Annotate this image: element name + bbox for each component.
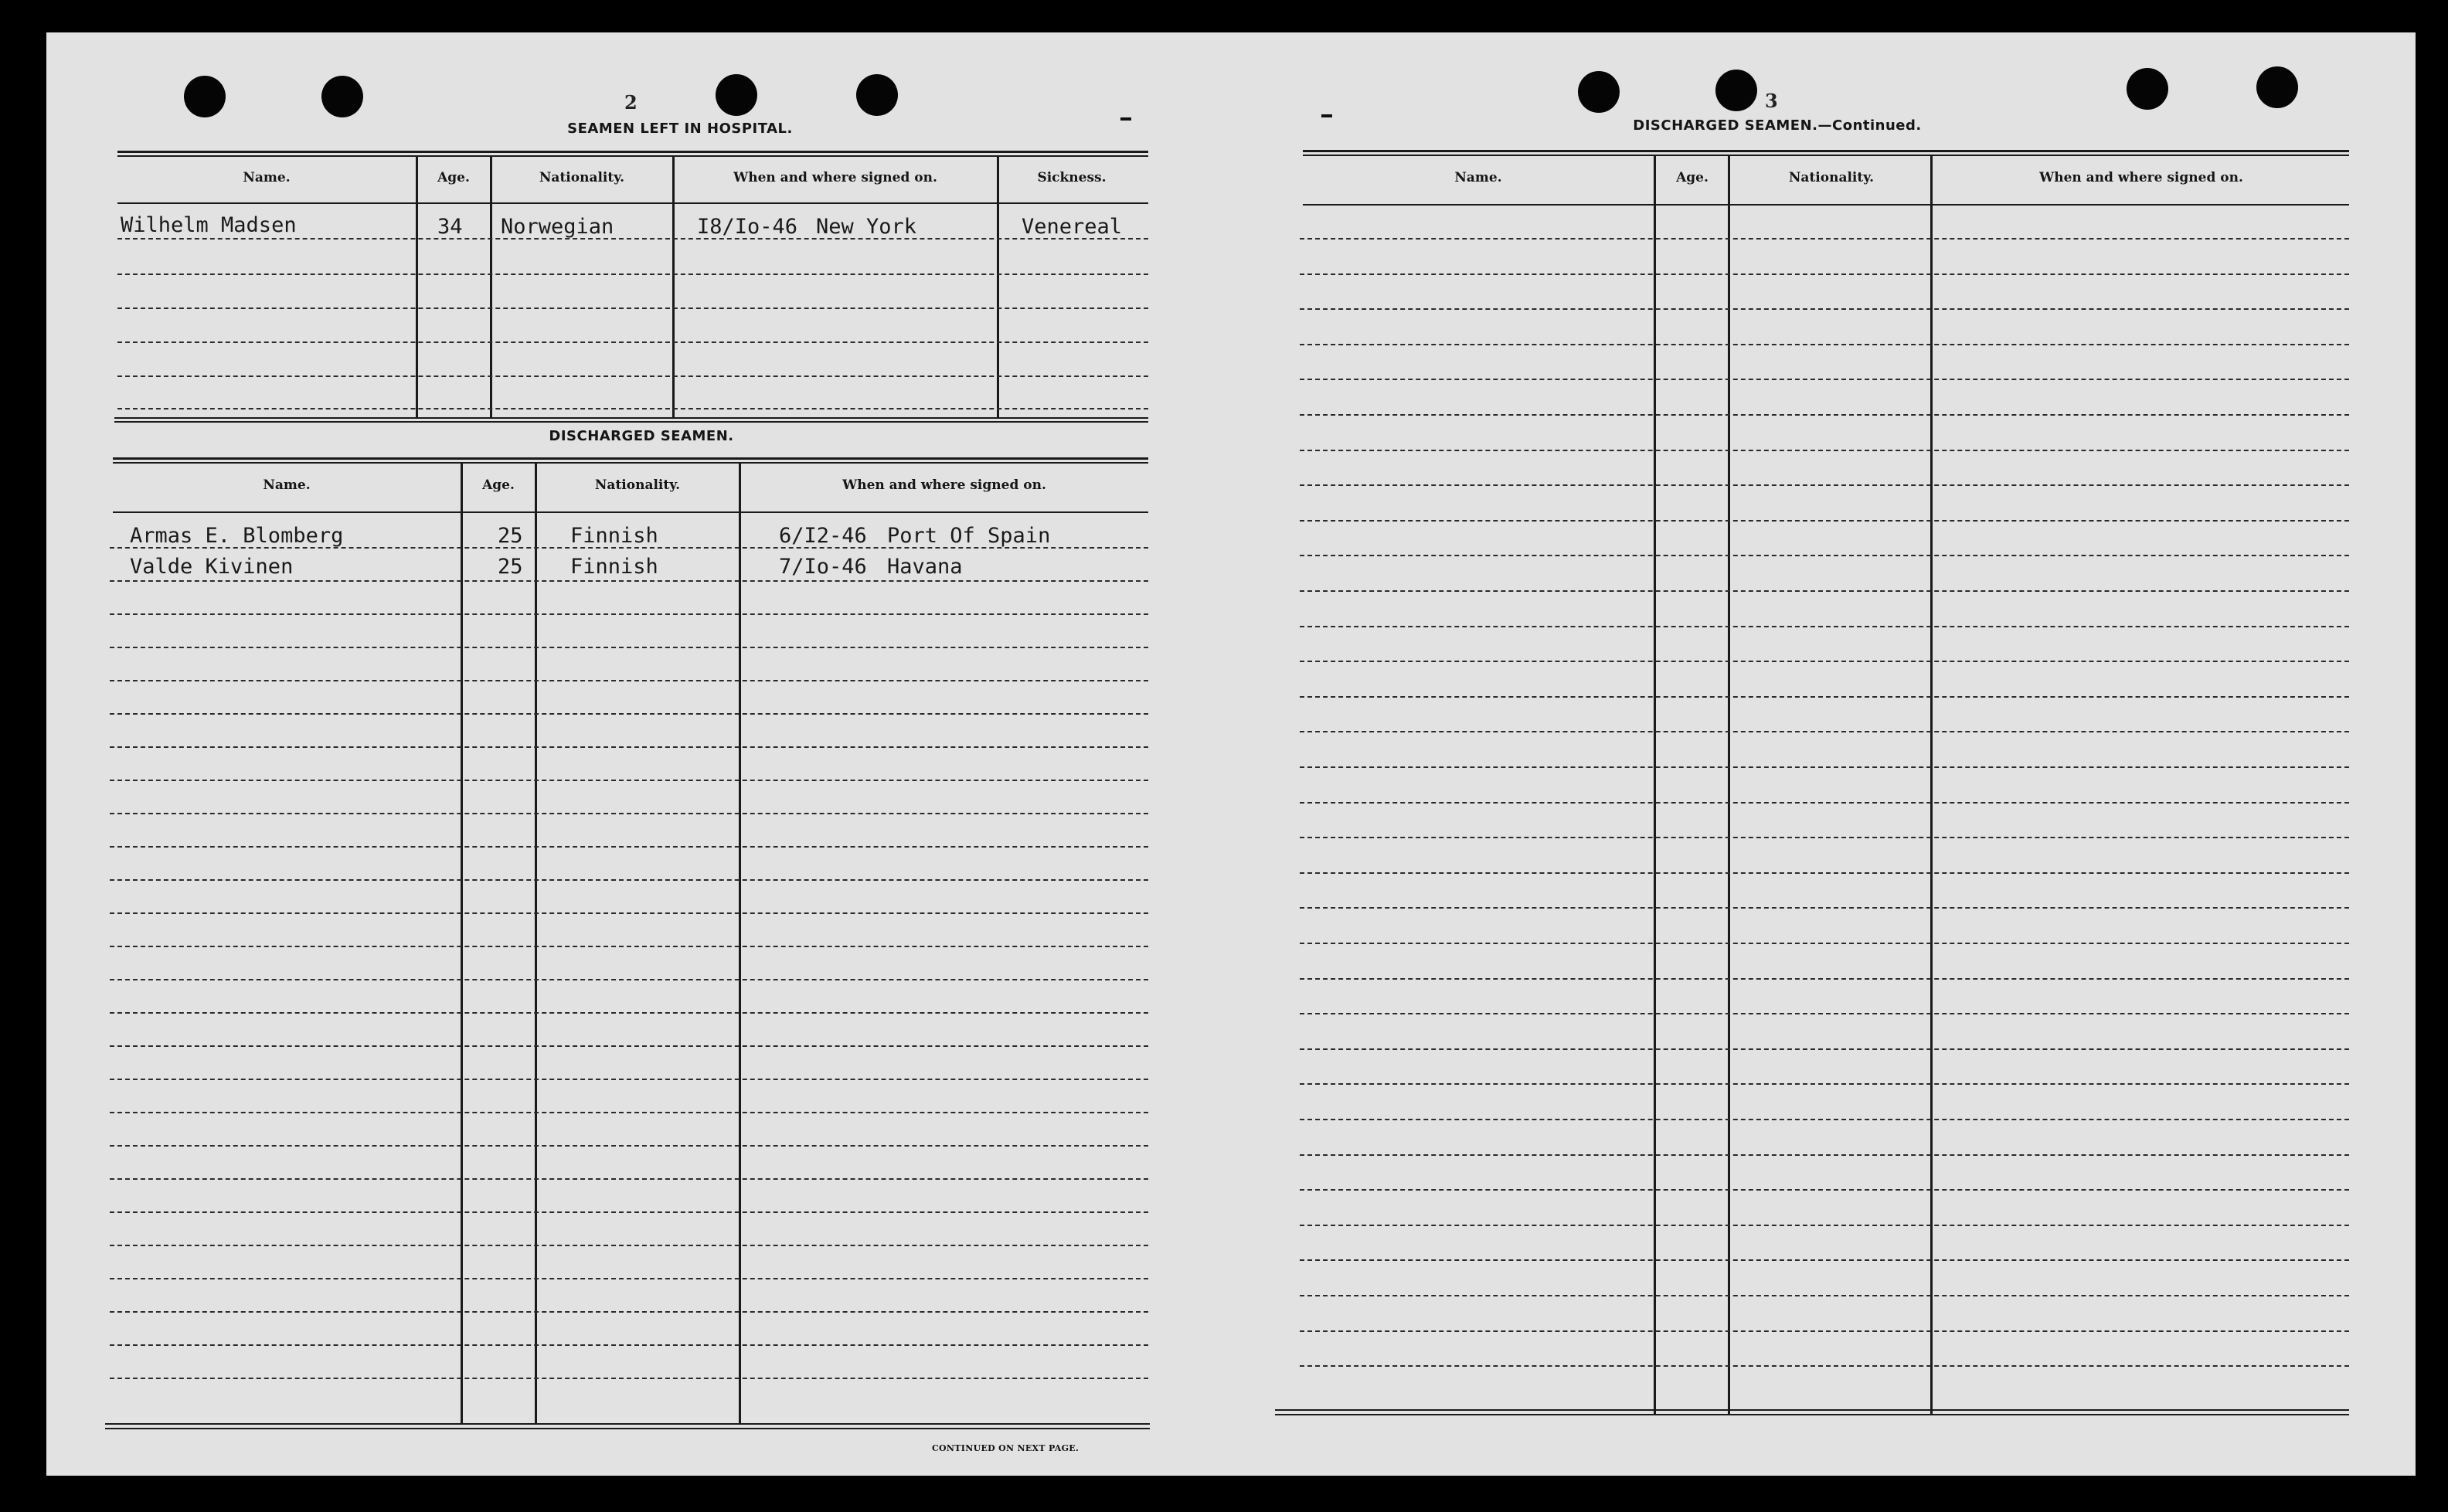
hospital-col-sickness: Sickness. [1037, 170, 1107, 185]
ledger-row-line [1300, 1330, 2349, 1332]
ledger-row-line [110, 813, 1148, 814]
right-col-name: Name. [1454, 170, 1502, 185]
discharged-top-rule [113, 457, 1148, 460]
right-bottom-rule-2 [1275, 1414, 2349, 1415]
ledger-row-line [1300, 1365, 2349, 1367]
hospital-col-nationality: Nationality. [539, 170, 625, 185]
ledger-row-line [1300, 907, 2349, 909]
right-top-rule [1303, 150, 2349, 152]
ledger-row-line [1300, 731, 2349, 732]
hospital-col-name: Name. [243, 170, 291, 185]
discharged-row-signed-place: Havana [887, 555, 963, 579]
ledger-row-line [110, 1278, 1148, 1279]
hospital-top-rule-2 [117, 155, 1148, 157]
ledger-row-line [117, 375, 1148, 377]
page-number-left: 2 [624, 91, 638, 114]
discharged-row-name: Armas E. Blomberg [130, 524, 344, 548]
punch-hole [1578, 71, 1620, 113]
ledger-row-line [1300, 1083, 2349, 1085]
punch-hole [856, 74, 898, 116]
ink-mark [1120, 117, 1131, 121]
ledger-row-line [1300, 802, 2349, 804]
discharged-header-rule [113, 511, 1148, 513]
ledger-row-line [1300, 837, 2349, 838]
ledger-row-line [1300, 555, 2349, 556]
hospital-col-signed: When and where signed on. [733, 170, 937, 185]
ledger-row-line [1300, 1048, 2349, 1050]
discharged-bottom-rule [105, 1423, 1150, 1425]
ledger-row-line [110, 1245, 1148, 1246]
ledger-row-line [1300, 414, 2349, 416]
hospital-bottom-rule-2 [114, 421, 1148, 423]
ledger-row-line [1300, 344, 2349, 345]
hospital-row-signed-place: New York [816, 215, 917, 239]
ledger-row-line [1300, 1189, 2349, 1191]
hospital-divider [672, 156, 675, 417]
right-header-rule [1303, 204, 2349, 206]
ledger-row-line [1300, 1225, 2349, 1226]
discharged-row-signed-date: 7/Io-46 [779, 555, 867, 579]
hospital-row-nationality: Norwegian [501, 215, 614, 239]
discharged-row-nationality: Finnish [570, 555, 658, 579]
right-col-nationality: Nationality. [1788, 170, 1875, 185]
punch-hole [2127, 68, 2168, 110]
ledger-row-line [110, 846, 1148, 848]
ledger-row-line [1300, 1119, 2349, 1120]
ledger-row-line [1300, 379, 2349, 380]
discharged-row-age: 25 [498, 555, 523, 579]
ledger-row-line [110, 879, 1148, 881]
ledger-row-line [1300, 238, 2349, 240]
hospital-divider [997, 156, 999, 417]
ledger-row-line [1300, 590, 2349, 592]
continued-footer: CONTINUED ON NEXT PAGE. [932, 1443, 1080, 1453]
ledger-row-line [110, 1344, 1148, 1346]
ledger-row-line [110, 979, 1148, 980]
discharged-divider [535, 462, 537, 1425]
discharged-divider [739, 462, 741, 1425]
discharged-divider [461, 462, 463, 1425]
ledger-row-line [1300, 450, 2349, 451]
hospital-row-age: 34 [437, 215, 463, 239]
right-section-title: DISCHARGED SEAMEN.—Continued. [1633, 117, 1922, 134]
right-top-rule-2 [1303, 155, 2349, 156]
ledger-row-line [117, 408, 1148, 409]
ledger-row-line [1300, 1295, 2349, 1296]
punch-hole [184, 76, 226, 117]
discharged-top-rule-2 [113, 462, 1148, 464]
discharged-row-nationality: Finnish [570, 524, 658, 548]
ledger-row-line [110, 580, 1148, 582]
ledger-row-line [1300, 1154, 2349, 1156]
ledger-row-line [117, 274, 1148, 275]
page-number-right: 3 [1765, 90, 1778, 112]
ledger-row-line [110, 780, 1148, 781]
ledger-row-line [117, 238, 1148, 240]
ledger-row-line [110, 1211, 1148, 1213]
ledger-row-line [1300, 520, 2349, 522]
ink-mark [1321, 114, 1332, 117]
ledger-row-line [117, 307, 1148, 309]
hospital-divider [490, 156, 492, 417]
ledger-row-line [1300, 661, 2349, 662]
discharged-row-signed-place: Port Of Spain [887, 524, 1051, 548]
ledger-row-line [1300, 484, 2349, 486]
hospital-row-name: Wilhelm Madsen [121, 213, 297, 237]
right-col-signed: When and where signed on. [2039, 170, 2243, 185]
right-bottom-rule [1275, 1409, 2349, 1411]
ledger-row-line [110, 713, 1148, 715]
punch-hole [2256, 66, 2298, 108]
hospital-top-rule [117, 151, 1148, 153]
hospital-section-title: SEAMEN LEFT IN HOSPITAL. [567, 121, 793, 137]
hospital-bottom-rule [114, 417, 1148, 419]
ledger-row-line [1300, 696, 2349, 698]
ledger-row-line [1300, 943, 2349, 944]
ledger-row-line [110, 1012, 1148, 1014]
ledger-sheet [46, 32, 2416, 1476]
ledger-row-line [1300, 1259, 2349, 1261]
ledger-row-line [117, 341, 1148, 343]
ledger-row-line [1300, 308, 2349, 310]
punch-hole [1715, 70, 1757, 111]
ledger-row-line [110, 1045, 1148, 1047]
discharged-col-age: Age. [482, 477, 515, 493]
ledger-row-line [1300, 1013, 2349, 1014]
ledger-row-line [110, 680, 1148, 681]
discharged-row-age: 25 [498, 524, 523, 548]
punch-hole [716, 74, 757, 116]
hospital-divider [416, 156, 418, 417]
discharged-col-signed: When and where signed on. [842, 477, 1046, 493]
hospital-row-signed-date: I8/Io-46 [697, 215, 798, 239]
ledger-row-line [1300, 274, 2349, 275]
ledger-row-line [110, 547, 1148, 549]
discharged-row-signed-date: 6/I2-46 [779, 524, 867, 548]
ledger-row-line [110, 912, 1148, 914]
ledger-row-line [1300, 978, 2349, 980]
discharged-bottom-rule-2 [105, 1428, 1150, 1429]
ledger-row-line [110, 1112, 1148, 1113]
hospital-header-rule [117, 202, 1148, 204]
ledger-row-line [110, 1178, 1148, 1180]
ledger-row-line [110, 1079, 1148, 1080]
discharged-col-name: Name. [263, 477, 311, 493]
hospital-row-sickness: Venereal [1022, 215, 1123, 239]
ledger-row-line [110, 1378, 1148, 1379]
ledger-row-line [110, 613, 1148, 615]
ledger-row-line [110, 1145, 1148, 1147]
ledger-row-line [110, 946, 1148, 947]
punch-hole [321, 76, 363, 117]
ledger-row-line [110, 1311, 1148, 1313]
right-col-age: Age. [1676, 170, 1708, 185]
discharged-row-name: Valde Kivinen [130, 555, 294, 579]
ledger-row-line [1300, 626, 2349, 627]
discharged-section-title: DISCHARGED SEAMEN. [549, 428, 734, 444]
ledger-row-line [110, 647, 1148, 648]
hospital-col-age: Age. [437, 170, 470, 185]
ledger-row-line [110, 746, 1148, 748]
ledger-row-line [1300, 872, 2349, 874]
ledger-row-line [1300, 766, 2349, 768]
discharged-col-nationality: Nationality. [594, 477, 681, 493]
